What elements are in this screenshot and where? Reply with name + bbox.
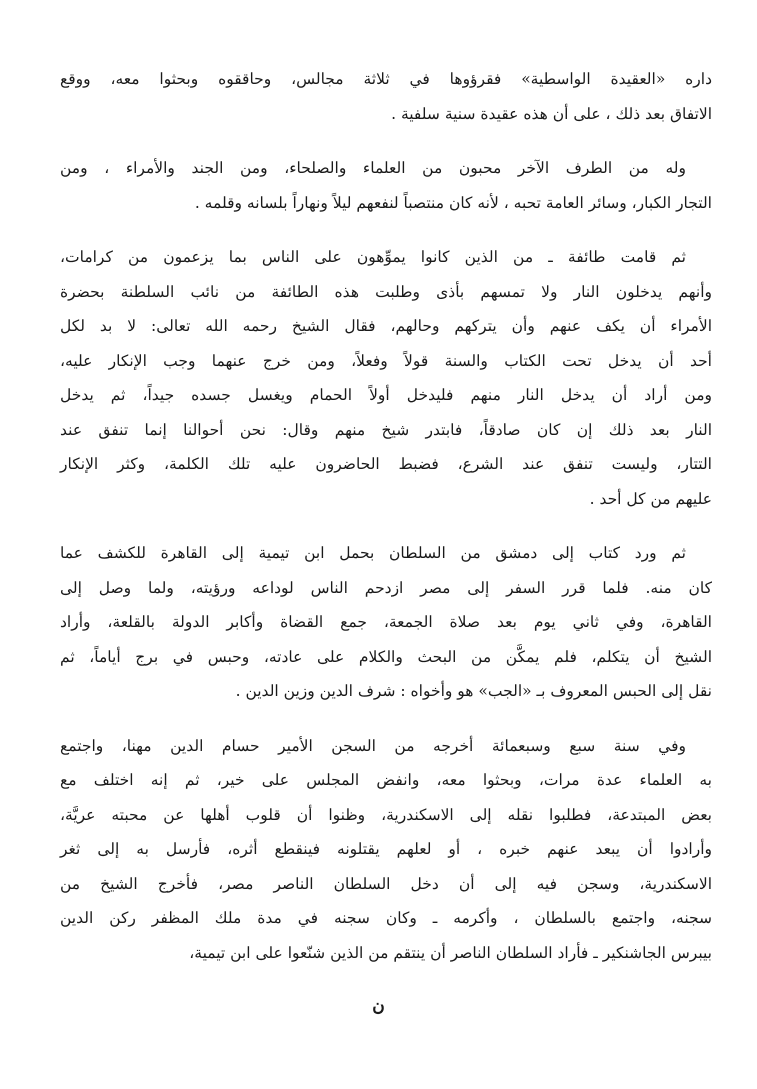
text-line: نقل إلى الحبس المعروف بـ «الجب» هو وأخواه : شرف الدين وزين الدين .	[235, 682, 712, 700]
text-line: الشيخ أن يتكلم، فلم يمكَّن من البحث والكلام على عادته، وحبس في برج أياماً، ثم	[60, 647, 712, 666]
paragraph	[60, 729, 712, 971]
text-line: وأرادوا أن يبعد عنهم خبره ، أو لعلهم يقتلونه فينقطع أثره، فأرسل به إلى ثغر	[60, 840, 712, 858]
text-line: الاتفاق بعد ذلك ، على أن هذه عقيدة سنية سلفية .	[391, 104, 712, 123]
text-line: ومن أراد أن يدخل النار منهم فليدخل أولاً الحمام ويغسل جسده جيداً، ثم يدخل	[60, 386, 712, 404]
text-line: وأنهم يدخلون النار ولا تمسهم بأذى وطلبت هذه الطائفة من نائب السلطنة بحضرة	[60, 282, 712, 301]
text-line: الأمراء أن يكف عنهم وأن يتركهم وحالهم، فقال الشيخ رحمه الله تعالى: لا بد لكل	[60, 317, 712, 335]
text-line: به العلماء عدة مرات، وبحثوا معه، وانفض المجلس على خير، ثم إنه اختلف مع	[60, 771, 712, 789]
paragraph	[60, 62, 712, 131]
text-line: النار بعد ذلك إن كان صادقاً، فابتدر شيخ منهم وقال: نحن أحوالنا إنما تنفق عند	[60, 420, 712, 439]
paragraph	[60, 151, 712, 220]
page-body	[60, 62, 712, 990]
text-line: القاهرة، وفي ثاني يوم بعد صلاة الجمعة، جمع القضاة وأكابر الدولة بالقلعة، وأراد	[60, 613, 712, 631]
text-line: التجار الكبار، وسائر العامة تحبه ، لأنه كان منتصباً لنفعهم ليلاً ونهاراً بلسانه وقلمه .	[194, 193, 712, 212]
text-line: التتار، وليست تنفق عند الشرع، فضبط الحاضرون عليه تلك الكلمة، وكثر الإنكار	[60, 455, 712, 473]
paragraph	[60, 536, 712, 709]
text-line: الاسكندرية، وسجن فيه إلى أن دخل السلطان الناصر مصر، فأخرج الشيخ من	[60, 874, 712, 893]
text-line: بيبرس الجاشنكير ـ فأراد السلطان الناصر أن ينتقم من الذين شنّعوا على ابن تيمية،	[189, 943, 712, 962]
page-number: ن	[372, 996, 385, 1016]
text-line: داره «العقيدة الواسطية» فقرؤوها في ثلاثة مجالس، وحاققوه وبحثوا معه، ووقع	[60, 70, 712, 88]
text-line: كان منه. فلما قرر السفر إلى مصر ازدحم الناس لوداعه ورؤيته، ولما وصل إلى	[60, 578, 712, 597]
paragraph	[60, 240, 712, 516]
text-line: أحد أن يدخل تحت الكتاب والسنة قولاً وفعلاً، ومن خرج عنهما وجب الإنكار عليه،	[60, 351, 712, 370]
text-line: سجنه، واجتمع بالسلطان ، وأكرمه ـ وكان سجنه في مدة ملك المظفر ركن الدين	[60, 909, 712, 927]
text-line: وله من الطرف الآخر محبون من العلماء والصلحاء، ومن الجند والأمراء ، ومن	[60, 159, 686, 177]
text-line: بعض المبتدعة، فطلبوا نقله إلى الاسكندرية، وظنوا أن قلوب أهلها عن محبته عريَّة،	[60, 805, 712, 824]
text-line: ثم قامت طائفة ـ من الذين كانوا يموِّهون على الناس بما يزعمون من كرامات،	[60, 248, 686, 266]
text-line: وفي سنة سبع وسبعمائة أخرجه من السجن الأمير حسام الدين مهنا، واجتمع	[60, 736, 686, 755]
text-line: عليهم من كل أحد .	[589, 489, 712, 508]
text-line: ثم ورد كتاب إلى دمشق من السلطان بحمل ابن تيمية إلى القاهرة للكشف عما	[60, 544, 686, 562]
